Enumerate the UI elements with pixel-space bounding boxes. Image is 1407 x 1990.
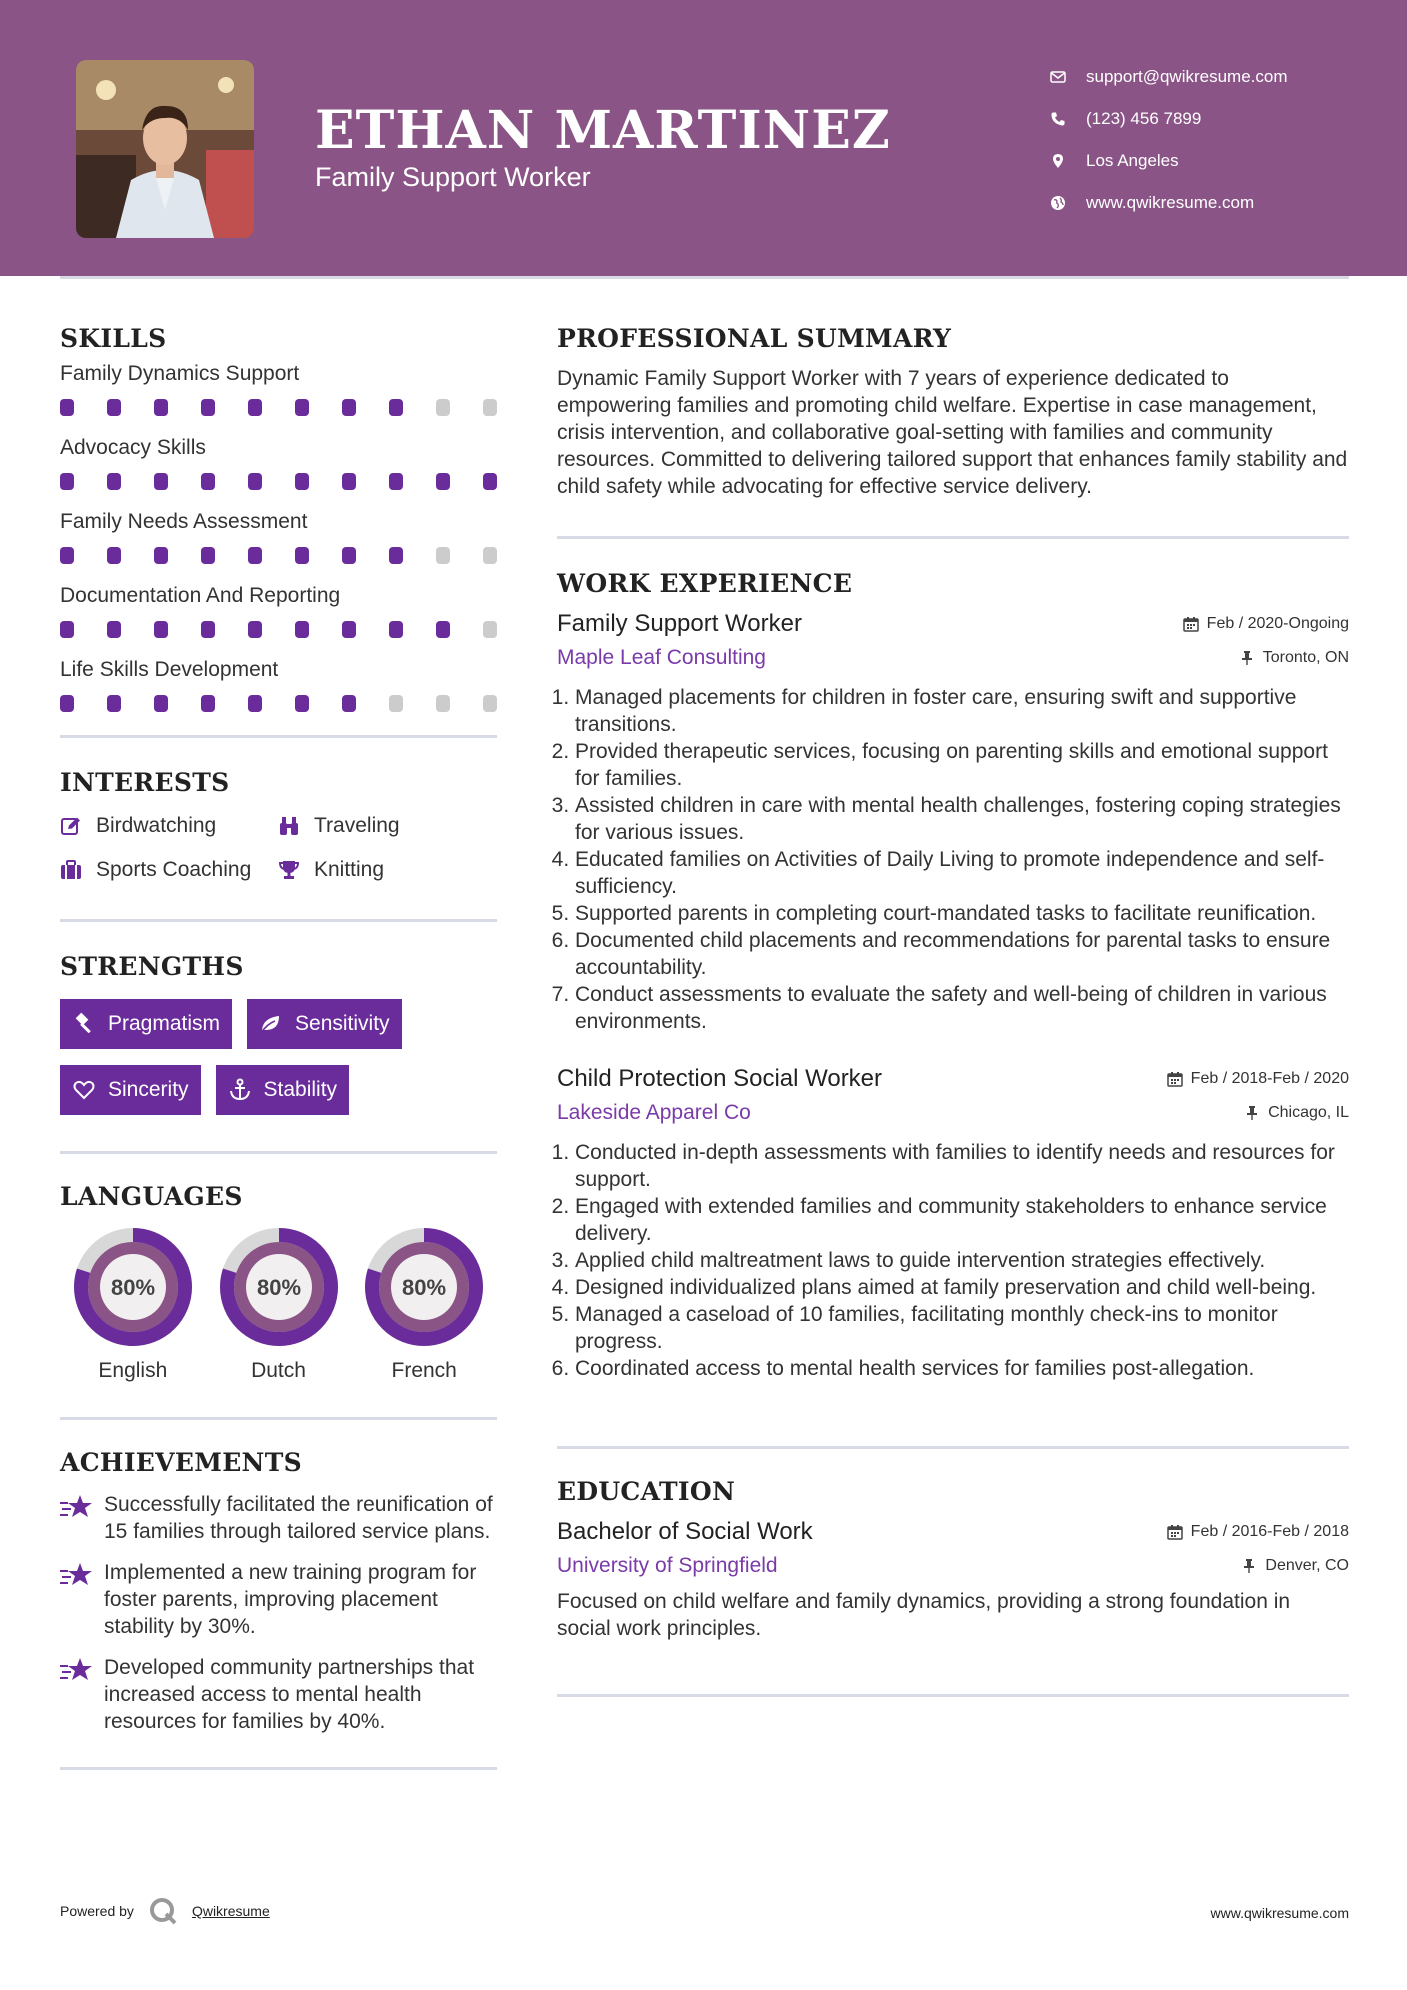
anchor-icon [228,1078,252,1102]
divider [60,735,497,738]
languages-list [60,1225,497,1383]
rating-dot-filled [201,695,215,712]
duty-item: 5. Managed a caseload of 10 families, facilitating monthly check-ins to monitor progress. [575,1301,1349,1355]
rating-dot-filled [295,547,309,564]
language-item [351,1225,497,1383]
calendar-icon [1183,616,1199,632]
rating-dot-filled [389,473,403,490]
rating-dot-filled [107,547,121,564]
duty-item: 2. Provided therapeutic services, focusing on parenting skills and emotional support for families. [575,738,1349,792]
rating-dot-filled [154,621,168,638]
skill-name: Life Skills Development [60,658,279,681]
strengths-heading: STRENGTHS [60,952,244,981]
job-duties [557,684,1349,1035]
shooting-star-icon [60,1559,104,1640]
job-entry [557,610,1349,1035]
duty-item: 3. Assisted children in care with mental health challenges, fostering coping strategies for various issues. [575,792,1349,846]
interests-heading: INTERESTS [60,768,230,797]
skill-rating [60,547,497,567]
rating-dot-filled [201,621,215,638]
summary-heading: PROFESSIONAL SUMMARY [557,324,952,353]
duty-item: 4. Designed individualized plans aimed at family preservation and child well-being. [575,1274,1349,1301]
shooting-star-icon [60,1654,104,1735]
rating-dot-empty [483,547,497,564]
rating-dot-filled [107,695,121,712]
rating-dot-filled [483,473,497,490]
divider [557,1694,1349,1697]
job-dates [1183,615,1349,633]
interest-label: Knitting [314,858,385,881]
rating-dot-filled [342,547,356,564]
job-location-text: Toronto, ON [1262,649,1349,666]
rating-dot-filled [436,473,450,490]
contact-location [1050,140,1288,182]
strength-label: Sincerity [108,1078,189,1101]
contact-email-text: support@qwikresume.com [1086,67,1288,86]
binoculars-icon [278,815,314,837]
duty-item: 7. Conduct assessments to evaluate the safety and well-being of children in various environments. [575,981,1349,1035]
job-location-text: Chicago, IL [1268,1104,1349,1121]
strength-label: Pragmatism [108,1012,221,1035]
school-name: University of Springfield [557,1554,778,1577]
globe-icon [1050,193,1086,213]
rating-dot-filled [248,695,262,712]
contact-location-text: Los Angeles [1086,151,1179,170]
degree-name: Bachelor of Social Work [557,1518,813,1545]
rating-dot-filled [342,473,356,490]
divider [60,1417,497,1420]
heart-icon [72,1078,96,1102]
education-dates [1167,1523,1349,1541]
company-name: Lakeside Apparel Co [557,1101,751,1124]
rating-dot-filled [60,621,74,638]
language-item [206,1225,352,1383]
job-role: Family Support Worker [557,610,802,637]
pushpin-icon [1239,650,1255,666]
strength-badge [60,1065,201,1115]
job-location [1244,1104,1349,1122]
rating-dot-empty [436,399,450,416]
language-percent: 80% [256,1275,301,1300]
achievement-text: Successfully facilitated the reunification of 15 families through tailored service plans. [104,1493,493,1543]
interest-label: Sports Coaching [96,858,252,881]
pushpin-icon [1244,1105,1260,1121]
rating-dot-filled [389,399,403,416]
language-percent: 80% [110,1275,155,1300]
rating-dot-empty [483,621,497,638]
education-dates-text: Feb / 2016-Feb / 2018 [1190,1523,1349,1540]
rating-dot-filled [295,473,309,490]
rating-dot-filled [201,399,215,416]
job-role: Child Protection Social Worker [557,1065,883,1092]
contact-phone-text: (123) 456 7899 [1086,109,1202,128]
interest-item [60,811,278,841]
rating-dot-empty [436,695,450,712]
contact-email[interactable] [1050,56,1288,98]
skills-list [60,359,497,715]
job-dates-text: Feb / 2020-Ongoing [1206,615,1349,632]
strength-badge [247,999,402,1049]
language-progress-ring [71,1225,195,1349]
language-progress-ring [217,1225,341,1349]
rating-dot-filled [201,547,215,564]
duty-item: 4. Educated families on Activities of Daily Living to promote independence and self-sufficiency. [575,846,1349,900]
strength-badge [60,999,232,1049]
contact-website-text: www.qwikresume.com [1086,193,1255,212]
left-column [60,278,497,1770]
strength-label: Sensitivity [295,1012,390,1035]
education-heading: EDUCATION [557,1477,736,1506]
rating-dot-filled [342,621,356,638]
candidate-name: ETHAN MARTINEZ [315,100,891,161]
pencil-icon [60,815,96,837]
language-name: Dutch [251,1359,306,1382]
calendar-icon [1167,1071,1183,1087]
trophy-icon [278,859,314,881]
skill-rating [60,399,497,419]
job-entry [557,1065,1349,1382]
divider [557,536,1349,539]
achievements-heading: ACHIEVEMENTS [60,1448,302,1477]
duty-item: 2. Engaged with extended families and community stakeholders to enhance service delivery. [575,1193,1349,1247]
job-location [1239,649,1349,667]
rating-dot-filled [60,473,74,490]
achievement-item [60,1559,497,1640]
contact-phone[interactable] [1050,98,1288,140]
powered-by-label: Powered by [60,1903,134,1919]
summary-text: Dynamic Family Support Worker with 7 years of experience dedicated to empowering families and promoting child welfare. Expertise in case management, crisis intervention, and collaborative goal-setting with families and community resources. Committed to delivering tailored support that enhances family stability and child safety while advocating for effective service delivery. [557,367,1348,498]
right-column [557,278,1349,1697]
skill-name: Family Needs Assessment [60,510,308,533]
contact-website[interactable] [1050,182,1288,224]
skill-rating [60,621,497,641]
rating-dot-filled [389,547,403,564]
rating-dot-filled [342,399,356,416]
duty-item: 5. Supported parents in completing court-mandated tasks to facilitate reunification. [575,900,1349,927]
rating-dot-filled [107,399,121,416]
interests-list [60,811,497,885]
skill-name: Advocacy Skills [60,436,206,459]
rating-dot-filled [154,695,168,712]
interest-label: Traveling [314,814,400,837]
divider [60,1767,497,1770]
pushpin-icon [1241,1558,1257,1574]
skill-rating [60,695,497,715]
interest-item [278,811,497,841]
mail-icon [1050,67,1086,87]
job-duties [557,1139,1349,1382]
rating-dot-filled [60,695,74,712]
rating-dot-filled [60,399,74,416]
shooting-star-icon [60,1491,104,1545]
job-dates [1167,1070,1349,1088]
rating-dot-filled [436,621,450,638]
skill-rating [60,473,497,493]
job-dates-text: Feb / 2018-Feb / 2020 [1190,1070,1349,1087]
rating-dot-empty [483,695,497,712]
brand-link[interactable]: Qwikresume [191,1903,270,1919]
rating-dot-filled [389,621,403,638]
rating-dot-empty [436,547,450,564]
achievement-text: Developed community partnerships that increased access to mental health resources for families by 40%. [104,1656,475,1733]
location-pin-icon [1050,151,1086,171]
divider [557,1446,1349,1449]
rating-dot-filled [248,621,262,638]
phone-icon [1050,109,1086,129]
education-description: Focused on child welfare and family dynamics, providing a strong foundation in social work principles. [557,1590,1291,1640]
rating-dot-filled [295,695,309,712]
strength-badge [216,1065,350,1115]
language-item [60,1225,206,1383]
footer-website[interactable]: www.qwikresume.com [1210,1905,1349,1921]
gavel-icon [72,1012,96,1036]
language-percent: 80% [402,1275,447,1300]
achievement-item [60,1654,497,1735]
rating-dot-filled [248,547,262,564]
rating-dot-filled [154,473,168,490]
rating-dot-filled [154,399,168,416]
achievement-item [60,1491,497,1545]
education-location-text: Denver, CO [1265,1557,1349,1574]
education-entry [557,1518,1349,1642]
candidate-title: Family Support Worker [315,162,591,192]
duty-item: 6. Documented child placements and recommendations for parental tasks to ensure accountability. [575,927,1349,981]
rating-dot-empty [389,695,403,712]
rating-dot-filled [154,547,168,564]
rating-dot-filled [60,547,74,564]
duty-item: 1. Managed placements for children in foster care, ensuring swift and supportive transitions. [575,684,1349,738]
achievements-list [60,1491,497,1735]
languages-heading: LANGUAGES [60,1182,243,1211]
duty-item: 1. Conducted in-depth assessments with families to identify needs and resources for support. [575,1139,1349,1193]
strengths-list [60,999,497,1115]
duty-item: 3. Applied child maltreatment laws to guide intervention strategies effectively. [575,1247,1349,1274]
rating-dot-filled [248,473,262,490]
skill-name: Documentation And Reporting [60,584,341,607]
rating-dot-filled [248,399,262,416]
interest-item [60,855,278,885]
achievement-text: Implemented a new training program for foster parents, improving placement stability by 30%. [104,1561,477,1638]
footer-powered-by [60,1896,270,1926]
language-name: French [391,1359,457,1382]
divider [60,919,497,922]
rating-dot-filled [295,399,309,416]
rating-dot-empty [483,399,497,416]
resume-header [0,0,1407,276]
company-name: Maple Leaf Consulting [557,646,766,669]
skills-heading: SKILLS [60,324,167,353]
strength-label: Stability [263,1078,338,1101]
interest-label: Birdwatching [96,814,217,837]
rating-dot-filled [295,621,309,638]
rating-dot-filled [107,621,121,638]
education-location [1241,1557,1349,1575]
calendar-icon [1167,1524,1183,1540]
rating-dot-filled [342,695,356,712]
rating-dot-filled [201,473,215,490]
leaf-icon [259,1012,283,1036]
duty-item: 6. Coordinated access to mental health services for families post-allegation. [575,1355,1349,1382]
experience-heading: WORK EXPERIENCE [557,569,853,598]
briefcase-icon [60,859,96,881]
qwikresume-logo-icon [148,1896,178,1926]
divider [60,1151,497,1154]
interest-item [278,855,497,885]
profile-photo [76,60,254,238]
rating-dot-filled [107,473,121,490]
language-name: English [98,1359,168,1382]
skill-name: Family Dynamics Support [60,362,300,385]
contact-list [1050,56,1288,224]
language-progress-ring [362,1225,486,1349]
